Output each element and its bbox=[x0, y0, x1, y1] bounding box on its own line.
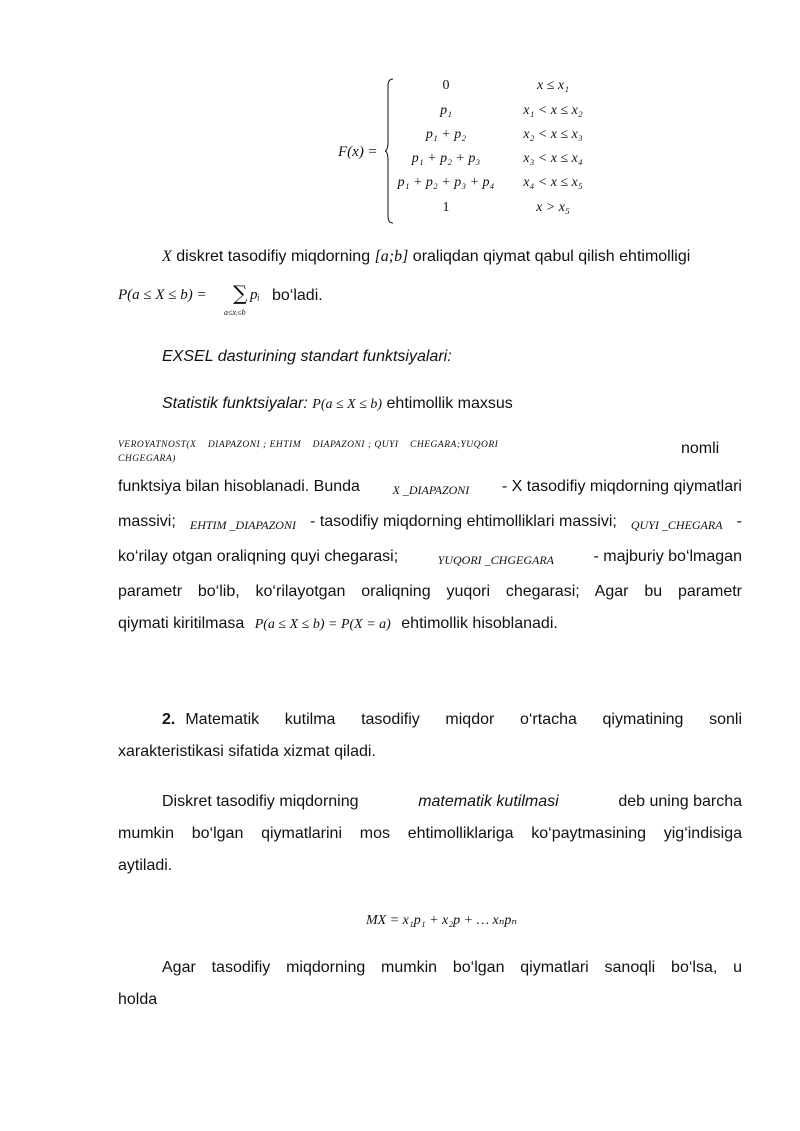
piecewise-condition: x₂ < x ≤ x₃ bbox=[523, 127, 583, 142]
paragraph-line: holda bbox=[118, 991, 158, 1008]
piecewise-condition: x > x₅ bbox=[536, 200, 570, 215]
definition-paragraph bbox=[118, 786, 742, 882]
stat-text: ehtimollik maxsus bbox=[386, 395, 513, 412]
piecewise-row bbox=[386, 127, 606, 149]
piecewise-value: p₁ + p₂ + p₃ bbox=[411, 151, 481, 166]
piecewise-lhs: F(x) = bbox=[338, 144, 378, 160]
piecewise-row bbox=[386, 200, 606, 222]
last-paragraph bbox=[118, 952, 742, 1016]
text-run: - majburiy bo‘lmagan bbox=[593, 548, 742, 565]
nomli-word: nomli bbox=[681, 440, 720, 457]
paragraph-line bbox=[118, 541, 742, 576]
paragraph-line: mumkin bo‘lgan qiymatlarini mos ehtimolliklariga ko‘paytmasining yig‘indisiga bbox=[118, 825, 742, 842]
interval-range: [a;b] bbox=[374, 248, 409, 265]
function-description-paragraph bbox=[118, 471, 742, 641]
variable-x: X bbox=[162, 248, 172, 265]
section-number: 2. bbox=[162, 711, 176, 728]
text-run: Matematik kutilma tasodifiy miqdor o‘rtacha qiymatining sonli bbox=[185, 711, 742, 728]
point-probability-formula: P(a ≤ X ≤ b) = P(X = a) bbox=[254, 617, 391, 632]
piecewise-row bbox=[386, 103, 606, 125]
defined-term: matematik kutilmasi bbox=[418, 793, 559, 810]
text-run: parametr bo‘lib, ko‘rilayotgan oraliqning yuqori chegarasi; Agar bu parametr bbox=[118, 583, 742, 600]
paragraph-line bbox=[118, 471, 742, 506]
piecewise-row bbox=[386, 151, 606, 173]
paragraph-line bbox=[118, 576, 742, 608]
text-run: Diskret tasodifiy miqdorning bbox=[162, 793, 359, 810]
piecewise-condition: x₁ < x ≤ x₂ bbox=[523, 103, 583, 118]
statistical-functions-line bbox=[162, 395, 513, 413]
paragraph-line: aytiladi. bbox=[118, 857, 173, 874]
text-run: Agar tasodifiy miqdorning mumkin bo‘lgan qiymatlari sanoqli bo‘lsa, u bbox=[162, 959, 742, 976]
text-run: qiymati kiritilmasa bbox=[118, 615, 245, 632]
piecewise-condition: x₄ < x ≤ x₅ bbox=[523, 175, 583, 190]
text-run: - X tasodifiy miqdorning qiymatlari bbox=[501, 478, 742, 495]
paragraph-line bbox=[118, 786, 742, 818]
piecewise-row bbox=[386, 175, 606, 197]
function-signature-cont: CHGEGARA) bbox=[118, 454, 176, 464]
param-prob-range: EHTIM _DIAPAZONI bbox=[189, 518, 296, 532]
interval-conclusion: bo‘ladi. bbox=[272, 287, 323, 304]
param-lower-bound: QUYI _CHEGARA bbox=[630, 518, 723, 532]
interval-text: diskret tasodifiy miqdorning bbox=[176, 248, 371, 265]
piecewise-condition: x₃ < x ≤ x₄ bbox=[523, 151, 583, 166]
text-run: deb uning barcha bbox=[618, 793, 742, 810]
excel-heading: EXSEL dasturining standart funktsiyalari: bbox=[162, 348, 452, 365]
text-run: funktsiya bilan hisoblanadi. Bunda bbox=[118, 478, 360, 495]
piecewise-value: p₁ + p₂ bbox=[425, 127, 467, 142]
statistical-label: Statistik funktsiyalar: bbox=[162, 395, 308, 412]
text-run: ehtimollik hisoblanadi. bbox=[401, 615, 558, 632]
text-run: massivi; bbox=[118, 513, 176, 530]
text-run: - tasodifiy miqdorning ehtimolliklari massivi; bbox=[310, 513, 617, 530]
param-x-range: X _DIAPAZONI bbox=[392, 483, 470, 497]
section-2-paragraph bbox=[118, 704, 742, 768]
interval-sentence bbox=[162, 248, 690, 266]
sum-index: a≤xᵢ≤b bbox=[224, 308, 246, 317]
text-run: ko‘rilay otgan oraliqning quyi chegarasi; bbox=[118, 548, 399, 565]
piecewise-value: p₁ bbox=[440, 103, 452, 118]
piecewise-value: 1 bbox=[442, 200, 450, 215]
paragraph-line bbox=[118, 704, 742, 736]
function-signature: VEROYATNOST(X DIAPAZONI ; EHTIM DIAPAZONI ; QUYI CHEGARA;YUQORI bbox=[118, 440, 499, 450]
sum-symbol: ∑ bbox=[233, 281, 248, 305]
paragraph-line bbox=[118, 608, 742, 641]
expectation-formula: MX = x₁p₁ + x₂p + … xₙpₙ bbox=[366, 913, 518, 928]
interval-text: oraliqdan qiymat qabul qilish ehtimolligi bbox=[412, 248, 691, 265]
piecewise-formula bbox=[338, 76, 588, 224]
sum-term: pᵢ bbox=[250, 287, 260, 303]
paragraph-line bbox=[118, 506, 742, 541]
stat-formula: P(a ≤ X ≤ b) bbox=[312, 397, 383, 412]
param-upper-bound: YUQORI _CHGEGARA bbox=[437, 553, 554, 567]
probability-formula-lhs: P(a ≤ X ≤ b) = bbox=[118, 287, 207, 303]
piecewise-condition: x ≤ x₁ bbox=[537, 78, 569, 93]
text-run: - bbox=[736, 513, 742, 530]
piecewise-value: 0 bbox=[442, 78, 450, 93]
paragraph-line: xarakteristikasi sifatida xizmat qiladi. bbox=[118, 743, 376, 760]
piecewise-row bbox=[386, 78, 606, 100]
piecewise-value: p₁ + p₂ + p₃ + p₄ bbox=[397, 175, 495, 190]
paragraph-line bbox=[118, 952, 742, 984]
